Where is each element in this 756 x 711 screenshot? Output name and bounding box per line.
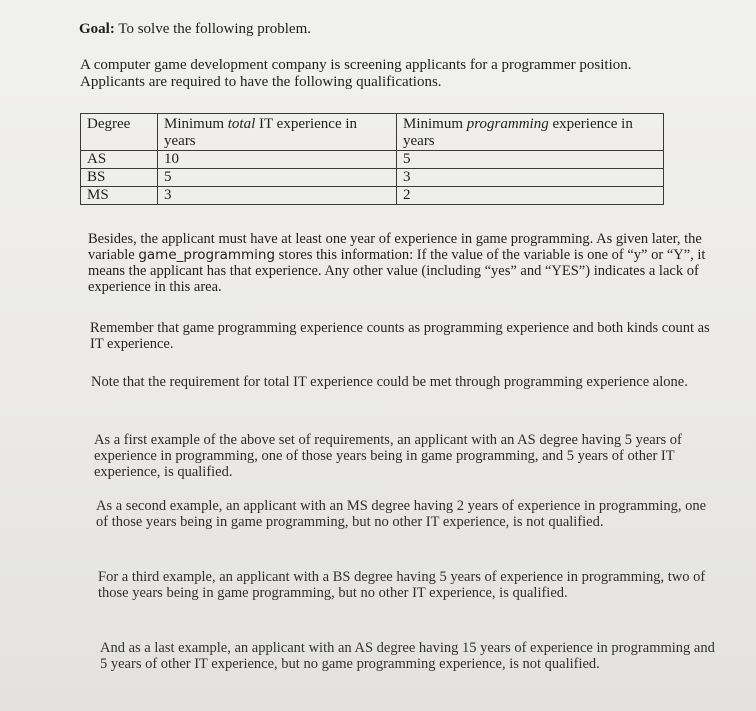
paragraph-example-1: As a first example of the above set of requirements, an applicant with an AS degree having 5 years of experience in programming, one of those years being in game programming, and 5 years of other IT experience, is qualified. [94, 432, 682, 480]
paragraph-total-it-note: Note that the requirement for total IT experience could be met through programming experience alone. [91, 374, 688, 390]
cell-degree: MS [81, 187, 158, 205]
paragraph-example-3: For a third example, an applicant with a BS degree having 5 years of experience in programming, two of those years being in game programming, but no other IT experience, is qualified. [98, 569, 706, 601]
goal-line [79, 20, 311, 38]
intro-paragraph [80, 57, 700, 91]
cell-programming: 3 [397, 169, 664, 187]
variable-name: game_programming [138, 247, 276, 263]
header-degree: Degree [81, 114, 158, 151]
paragraph-example-4: And as a last example, an applicant with an AS degree having 15 years of experience in programming and 5 years of other IT experience, but no game programming experience, is not qualified. [100, 640, 715, 672]
intro-line-1: A computer game development company is screening applicants for a programmer position. [80, 57, 632, 73]
table-row [81, 187, 664, 205]
cell-total-it: 10 [158, 151, 397, 169]
header-min-programming: Minimum programming experience in years [397, 114, 664, 151]
paragraph-example-2: As a second example, an applicant with an MS degree having 2 years of experience in programming, one of those years being in game programming, but no other IT experience, is not qualified. [96, 498, 707, 530]
cell-total-it: 3 [158, 187, 397, 205]
cell-programming: 2 [397, 187, 664, 205]
table-header-row [81, 114, 664, 151]
paragraph-experience-counts: Remember that game programming experience counts as programming experience and both kinds count as IT experience. [90, 320, 710, 352]
intro-line-2: Applicants are required to have the following qualifications. [80, 74, 442, 90]
header-min-total-it: Minimum total IT experience in years [158, 114, 397, 151]
paragraph-game-experience: Besides, the applicant must have at least one year of experience in game programming. As given later, the variable game_programming stores this information: If the value of the variable is one of “y” or “Y”, it means the applicant has that experience. Any other value (including “yes” and “YES”) indicates a lack of experience in this area. [88, 231, 706, 295]
cell-degree: AS [81, 151, 158, 169]
table-row [81, 151, 664, 169]
cell-total-it: 5 [158, 169, 397, 187]
table-row [81, 169, 664, 187]
goal-label: Goal: [79, 21, 115, 37]
goal-text: To solve the following problem. [114, 21, 311, 37]
qualifications-table [80, 113, 664, 205]
cell-degree: BS [81, 169, 158, 187]
cell-programming: 5 [397, 151, 664, 169]
